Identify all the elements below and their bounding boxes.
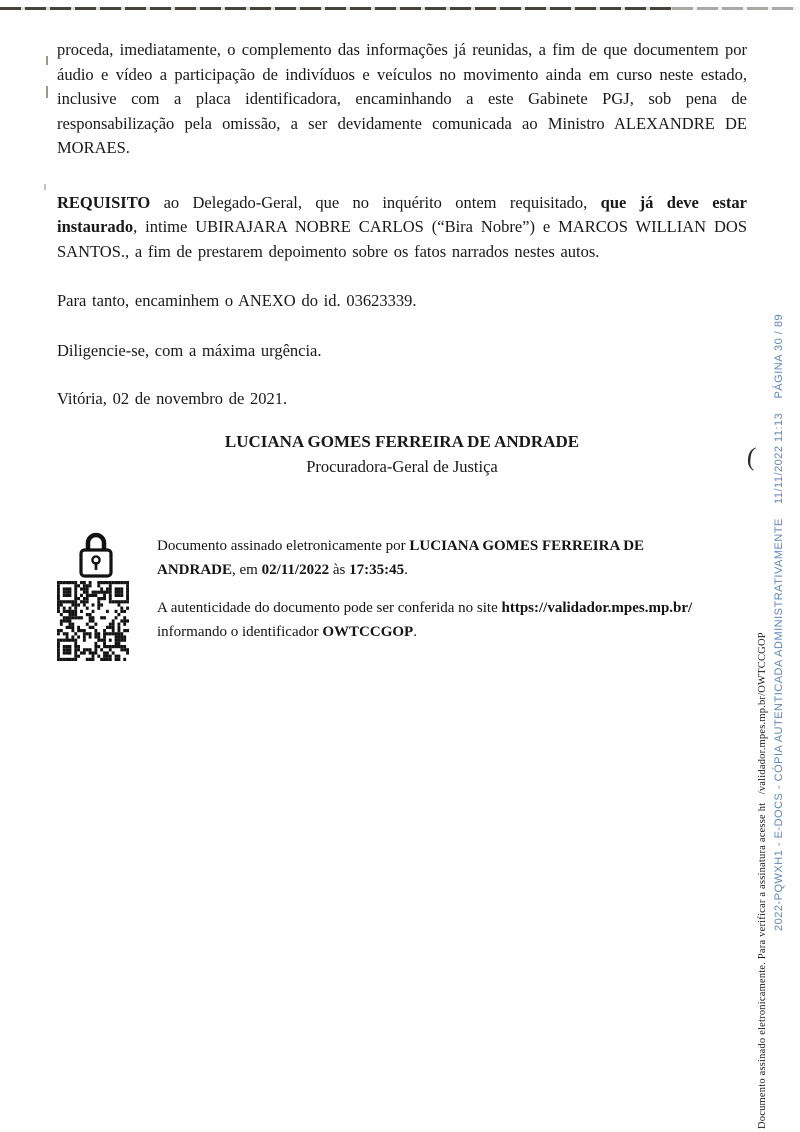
paragraph-list [57,38,747,412]
vertical-signature-text: Documento assinado eletronicamente. Para verificar a assinatura acesse ht /validador.mpes.mp.br/OWTCCGOP [757,632,768,1129]
paren-artifact: ( [745,441,758,472]
signature-role: Procuradora-Geral de Justiça [306,456,498,476]
text-run: proceda, imediatamente, o complemento das informações já reunidas, a fim de que documentem por áudio e vídeo a participação de indivíduos e veículos no movimento ainda em curso neste estado, inclusive com a placa identificadora, encaminhando a este Gabinete PGJ, sob pena de responsabilização pela omissão, a ser devidamente comunicada ao Ministro ALEXANDRE DE MORAES. [57,40,747,157]
text-run: ao Delegado-Geral, que no inquérito ontem requisitado, [150,192,601,212]
text-run: https://validador.mpes.mp.br/ [501,600,693,616]
document-body [57,38,747,480]
text-run: LUCIANA GOMES FERREIRA DE ANDRADE [157,538,645,578]
text-run: 02/11/2022 [261,562,330,578]
text-run: às [329,562,350,578]
paragraph [57,38,747,161]
signature-name: LUCIANA GOMES FERREIRA DE ANDRADE [224,431,580,451]
text-run: informando o identificador [157,624,323,640]
margin-artifact [46,86,48,98]
text-run: Para tanto, encaminhem o ANEXO do id. 03623339. [57,291,417,310]
paragraph [57,191,747,265]
qr-code [57,581,129,661]
text-run: 17:35:45 [349,562,405,578]
esignature-block [0,528,800,678]
text-run: . [404,562,408,578]
scan-artifact-line [0,7,672,10]
paragraph [57,289,747,314]
text-run: , intime UBIRAJARA NOBRE CARLOS (“Bira Nobre”) e MARCOS WILLIAN DOS SANTOS., a fim de prestarem depoimento sobre os fatos narrados nestes autos. [57,217,747,261]
text-run: Documento assinado eletronicamente por [157,538,410,554]
text-run: REQUISITO [57,192,151,212]
margin-artifact [46,56,48,65]
margin-artifact [44,184,46,190]
text-run: Vitória, 02 de novembro de 2021. [57,389,288,408]
scan-artifact-line [672,7,796,10]
text-run: OWTCCGOP [322,624,414,640]
authenticity-statement [157,596,751,644]
paragraph [57,387,747,412]
text-run: , em [232,562,262,578]
text-run: . [413,624,417,640]
text-run: que já deve estar instaurado [57,192,748,236]
text-run: Diligencie-se, com a máxima urgência. [57,340,322,360]
padlock-icon [78,530,114,579]
vertical-copy-info-text: 2022-PQWXH1 - E-DOCS - CÓPIA AUTENTICADA ADMINISTRATIVAMENTE 11/11/2022 11:13 PÁGINA 30 / 89 [773,313,785,931]
signed-statement [157,534,682,582]
text-run: A autenticidade do documento pode ser conferida no site [157,600,502,616]
paragraph [57,339,747,364]
